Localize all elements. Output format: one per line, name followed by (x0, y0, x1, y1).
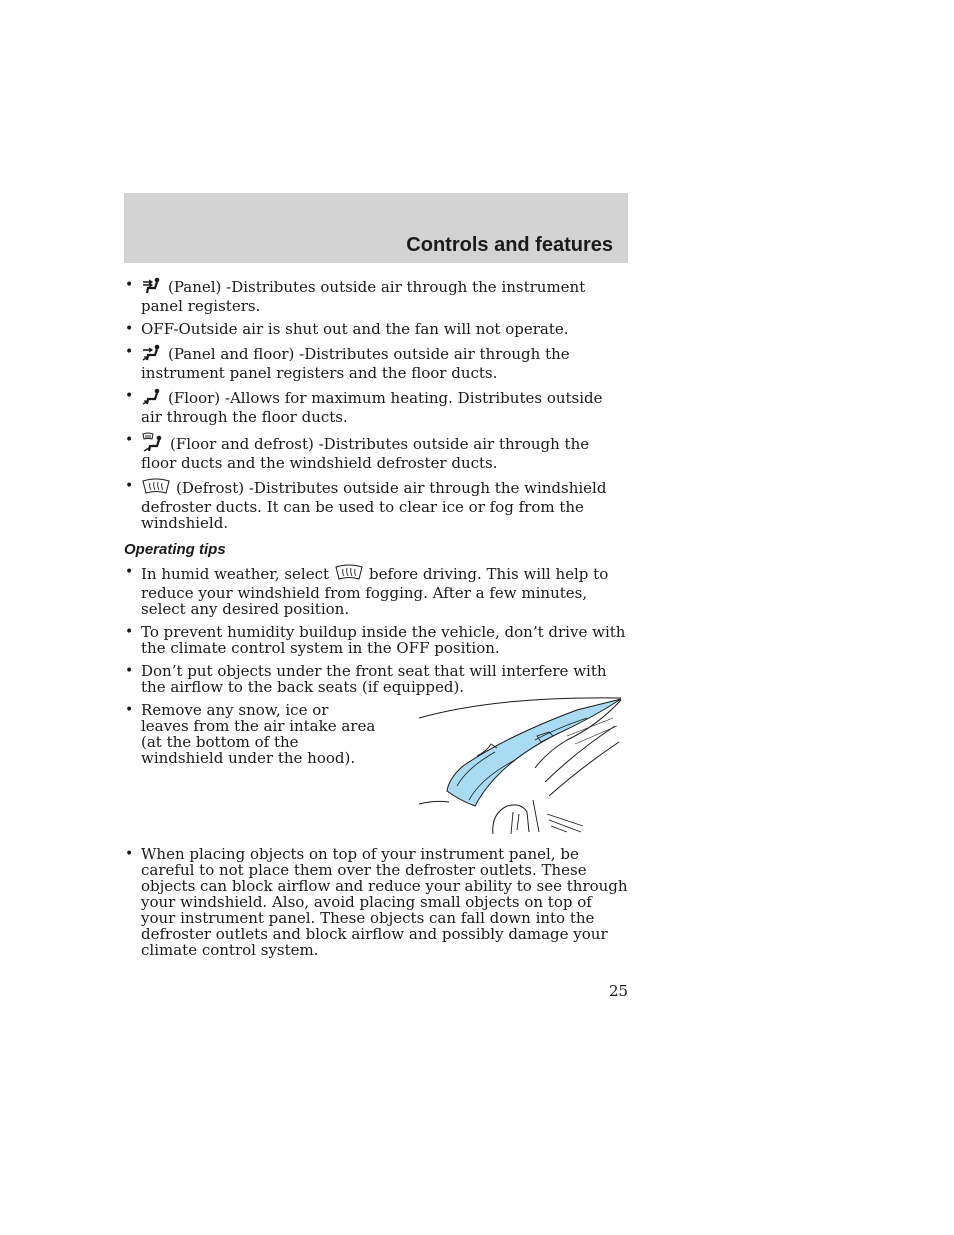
list-item-text: (Defrost) -Distributes outside air through the windshield defroster ducts. It can be used to clear ice or fog from the windshield. (141, 479, 607, 532)
list-item-text: OFF-Outside air is shut out and the fan will not operate. (141, 320, 569, 338)
list-item (124, 624, 628, 656)
panel-vent-icon (142, 277, 162, 298)
section-header-band (124, 193, 628, 263)
list-item (124, 321, 628, 337)
list-item (124, 846, 628, 958)
tip-with-figure (141, 702, 628, 839)
list-item (124, 277, 628, 314)
floor-vent-icon (142, 388, 162, 409)
tips-list (124, 564, 628, 958)
defrost-icon (142, 478, 170, 499)
floor-defrost-icon (142, 432, 164, 455)
tip-text: • Remove any snow, ice or leaves from the air intake area (at the bottom of the windshield under the hood). (141, 701, 376, 767)
list-item (124, 663, 628, 695)
tip-text: Don’t put objects under the front seat that will interfere with the airflow to the back seats (if equipped). (141, 662, 607, 696)
list-item (124, 478, 628, 531)
tip-text: To prevent humidity buildup inside the vehicle, don’t drive with the climate control system in the OFF position. (141, 623, 626, 657)
list-item (124, 388, 628, 425)
list-item-text: (Panel) -Distributes outside air through the instrument panel registers. (141, 278, 586, 315)
list-item (124, 564, 628, 617)
page-content (124, 277, 628, 965)
page-number: 25 (609, 982, 629, 1000)
list-item-text: (Floor and defrost) -Distributes outside air through the floor ducts and the windshield defroster ducts. (141, 435, 590, 472)
list-item-text: (Floor) -Allows for maximum heating. Distributes outside air through the floor ducts. (141, 389, 603, 426)
list-item (124, 344, 628, 381)
tip-text-after: before driving. This will help to reduce your windshield from fogging. After a few minutes, select any desired position. (141, 565, 609, 618)
defrost-icon (335, 564, 363, 585)
operating-tips-heading: Operating tips (124, 541, 226, 558)
list-item (124, 702, 628, 839)
tip-text: When placing objects on top of your instrument panel, be careful to not place them over the defroster outlets. These objects can block airflow and reduce your ability to see through your windshield. Also, avoid placing small objects on top of your instrument panel. These objects can fall down into the defroster outlets and block airflow and possibly damage your climate control system. (141, 845, 628, 959)
panel-floor-vent-icon (142, 344, 162, 365)
list-item (124, 432, 628, 471)
tip-text-before: In humid weather, select (141, 565, 330, 583)
list-item-text: (Panel and floor) -Distributes outside air through the instrument panel registers and the floor ducts. (141, 345, 570, 382)
mode-list (124, 277, 628, 531)
air-intake-illustration-icon (417, 696, 627, 839)
section-title: Controls and features (406, 234, 613, 256)
